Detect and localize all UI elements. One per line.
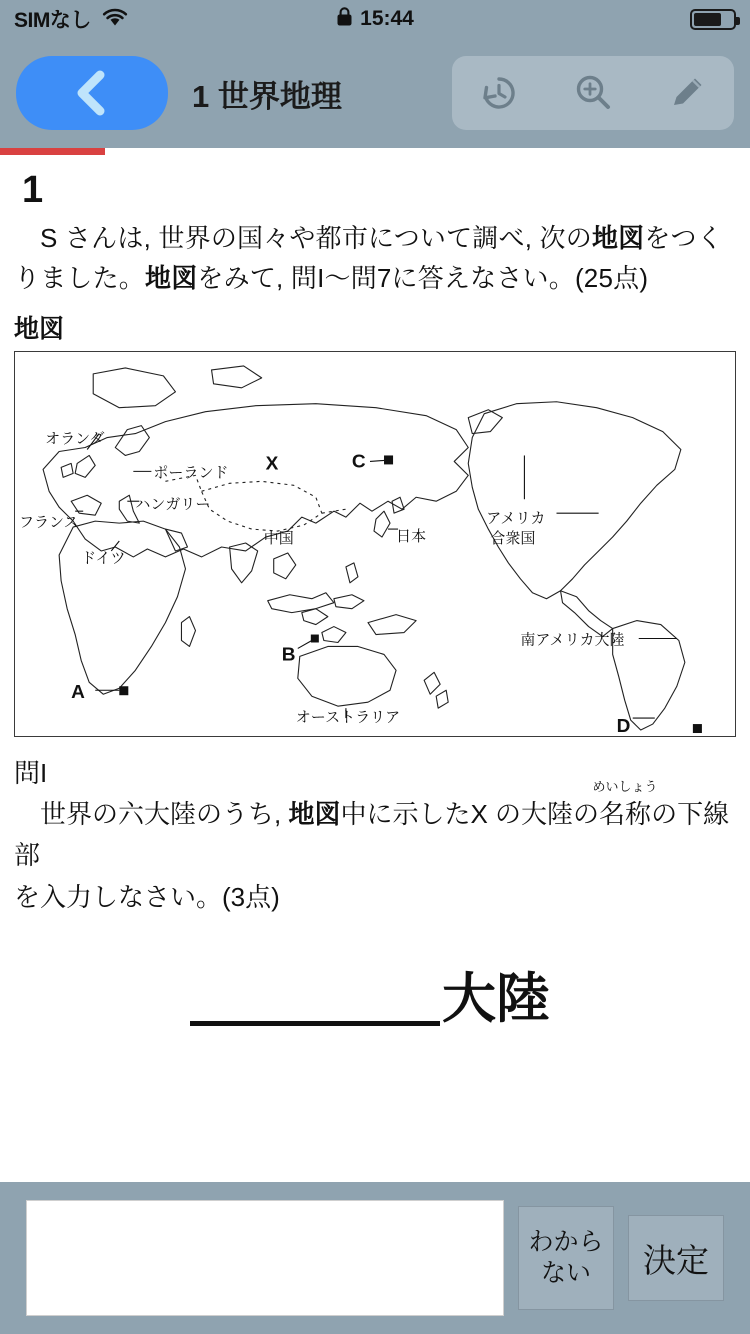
map-marker-x: X [265,453,279,474]
status-right [690,9,736,30]
map-marker-d: D [616,715,631,736]
clock-label: 15:44 [360,7,414,30]
status-left [14,4,129,34]
body-text-c: の下線部 [14,798,730,871]
status-bar [0,0,750,38]
body-text-d: を入力しなさい。(3点) [14,881,280,912]
map-marker-c-box [384,455,393,464]
answer-unit-label: 大陸 [442,969,550,1030]
world-map-svg [15,352,735,736]
intro-text-1b: をつくりまし [14,223,723,294]
history-icon [477,71,521,115]
dont-know-line-2: ない [540,1259,591,1287]
zoom-in-icon [571,71,615,115]
history-button[interactable] [460,56,538,130]
submit-button[interactable]: 決定 [628,1215,724,1301]
map-label-australia: オーストラリア [295,708,401,726]
map-label-usa-2: 合衆国 [490,529,536,547]
map-marker-b: B [281,644,296,665]
ruby-meisho [592,778,658,836]
lock-icon [336,6,353,32]
question-content [0,155,750,1155]
ruby-text: めいしょう [592,778,658,794]
sub-question-body [14,778,736,919]
wifi-icon [101,7,129,32]
answer-line [14,969,736,1030]
map-label-south-america: 南アメリカ大陸 [520,631,625,649]
map-label-japan: 日本 [396,527,427,545]
intro-bold-2: 地図 [145,263,198,294]
map-marker-b-box [311,634,319,642]
battery-icon [690,9,736,30]
carrier-label: SIMなし [14,9,91,32]
map-label-germany: ドイツ [81,549,126,567]
map-caption: 地図 [14,314,65,343]
map-label-poland: ポーランド [153,463,229,481]
body-text-b: 中に示したX の大陸の [340,798,600,829]
intro-text-1: S さんは, 世界の国々や都市について調べ, 次の [40,223,592,253]
answer-input-bar [0,1182,750,1334]
nav-bar [0,38,750,148]
map-marker-d-box [693,724,702,733]
question-number: 1 [22,169,44,211]
map-marker-c: C [351,451,366,472]
dont-know-button[interactable] [518,1206,614,1310]
dont-know-line-1: わから [528,1227,604,1256]
intro-text-2a: た。 [92,263,146,294]
map-marker-a-box [119,686,128,695]
pencil-button[interactable] [648,56,726,130]
back-button[interactable] [16,56,168,130]
progress-fill [0,148,105,155]
map-label-hungary: ハンガリー [135,495,211,513]
answer-input[interactable] [26,1200,504,1316]
body-text-a: 世界の六大陸のうち, [40,798,289,829]
question-intro [14,218,736,299]
intro-text-2b: をみて, 問I〜問7に答えなさい。(25点) [197,263,649,294]
intro-bold-1: 地図 [591,223,645,253]
toolbar [452,56,734,130]
world-map [14,351,736,737]
answer-blank [190,984,440,1026]
progress-bar [0,148,750,155]
chevron-left-icon [70,68,114,118]
map-marker-a: A [71,681,85,703]
map-label-usa-1: アメリカ [486,509,546,527]
pencil-icon [665,71,709,115]
map-label-france: フランス [19,513,79,531]
map-label-china: 中国 [263,529,294,547]
ruby-base: 名称 [599,798,652,829]
map-label-netherlands: オランダ [45,430,105,448]
page-title: 1 世界地理 [192,78,342,114]
sub-question-number: 問I [14,757,48,788]
body-bold: 地図 [288,798,341,829]
zoom-in-button[interactable] [554,56,632,130]
